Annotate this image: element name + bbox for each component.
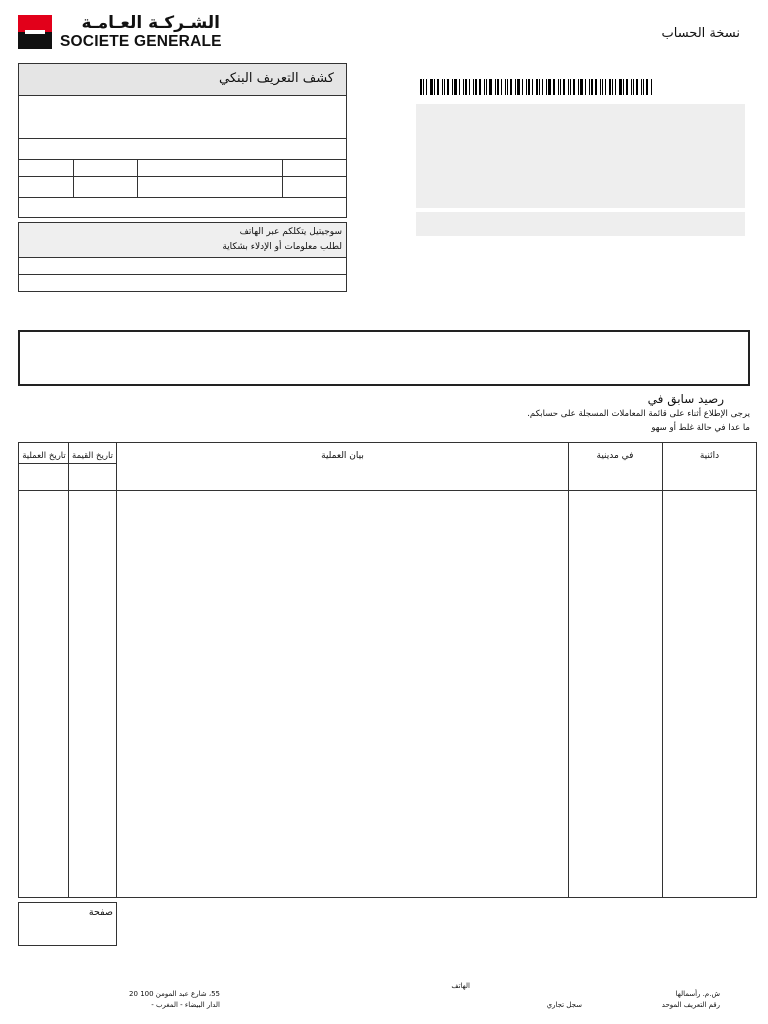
table-column-divider	[68, 443, 69, 898]
rib-cell-divider	[137, 159, 138, 197]
contact-divider	[19, 274, 346, 275]
page-box	[18, 902, 117, 946]
logo-mark	[18, 15, 52, 49]
rib-divider	[19, 176, 346, 177]
col-operation-date: تاريخ العملية	[22, 451, 66, 461]
address-area	[416, 104, 745, 208]
table-column-divider	[568, 443, 569, 898]
rib-header	[19, 64, 346, 96]
rib-divider	[19, 138, 346, 139]
copy-label: نسخة الحساب	[661, 26, 740, 41]
rib-divider	[19, 159, 346, 160]
footer-phone-label: الهاتف	[451, 982, 470, 990]
col-credit: دائنية	[699, 451, 720, 461]
rib-title: كشف التعريف البنكي	[219, 71, 334, 86]
address-footer-area	[416, 212, 745, 236]
error-note: ما عدا في حالة غلط أو سهو	[651, 423, 750, 433]
footer-id-label: رقم التعريف الموحد	[661, 1001, 720, 1009]
rib-cell-divider	[282, 159, 283, 197]
rib-divider	[19, 197, 346, 198]
table-column-divider	[116, 443, 117, 898]
contact-line-info: لطلب معلومات أو الإدلاء بشكاية	[222, 242, 342, 252]
rib-cell-divider	[73, 159, 74, 197]
logo-name: SOCIETE GENERALE	[60, 33, 222, 50]
col-description: بيان العملية	[321, 451, 364, 461]
footer-trade-register: سجل تجاري	[546, 1001, 582, 1009]
review-note: يرجى الإطلاع أثناء على قائمة المعاملات المسجلة على حسابكم.	[527, 409, 750, 419]
logo-arabic-name: الشـركـة العـامـة	[81, 13, 220, 33]
barcode	[420, 79, 655, 95]
col-value-date: تاريخ القيمة	[72, 451, 113, 461]
footer-address-line1: 55، شارع عبد المومن 100 20	[129, 990, 220, 998]
previous-balance-label: رصيد سابق في	[647, 392, 724, 406]
footer-capital-label: ش.م. رأسمالها	[675, 990, 720, 998]
message-box	[18, 330, 750, 386]
table-column-divider	[662, 443, 663, 898]
page-label: صفحة	[88, 907, 113, 918]
table-header-divider	[19, 490, 757, 491]
col-debit: في مدينية	[596, 451, 634, 461]
footer-address-line2: الدار البيضاء - المغرب -	[151, 1001, 220, 1009]
transactions-table	[18, 442, 757, 898]
contact-header	[19, 223, 346, 258]
contact-line-phone: سوجيتيل يتكلكم عبر الهاتف	[239, 227, 342, 237]
